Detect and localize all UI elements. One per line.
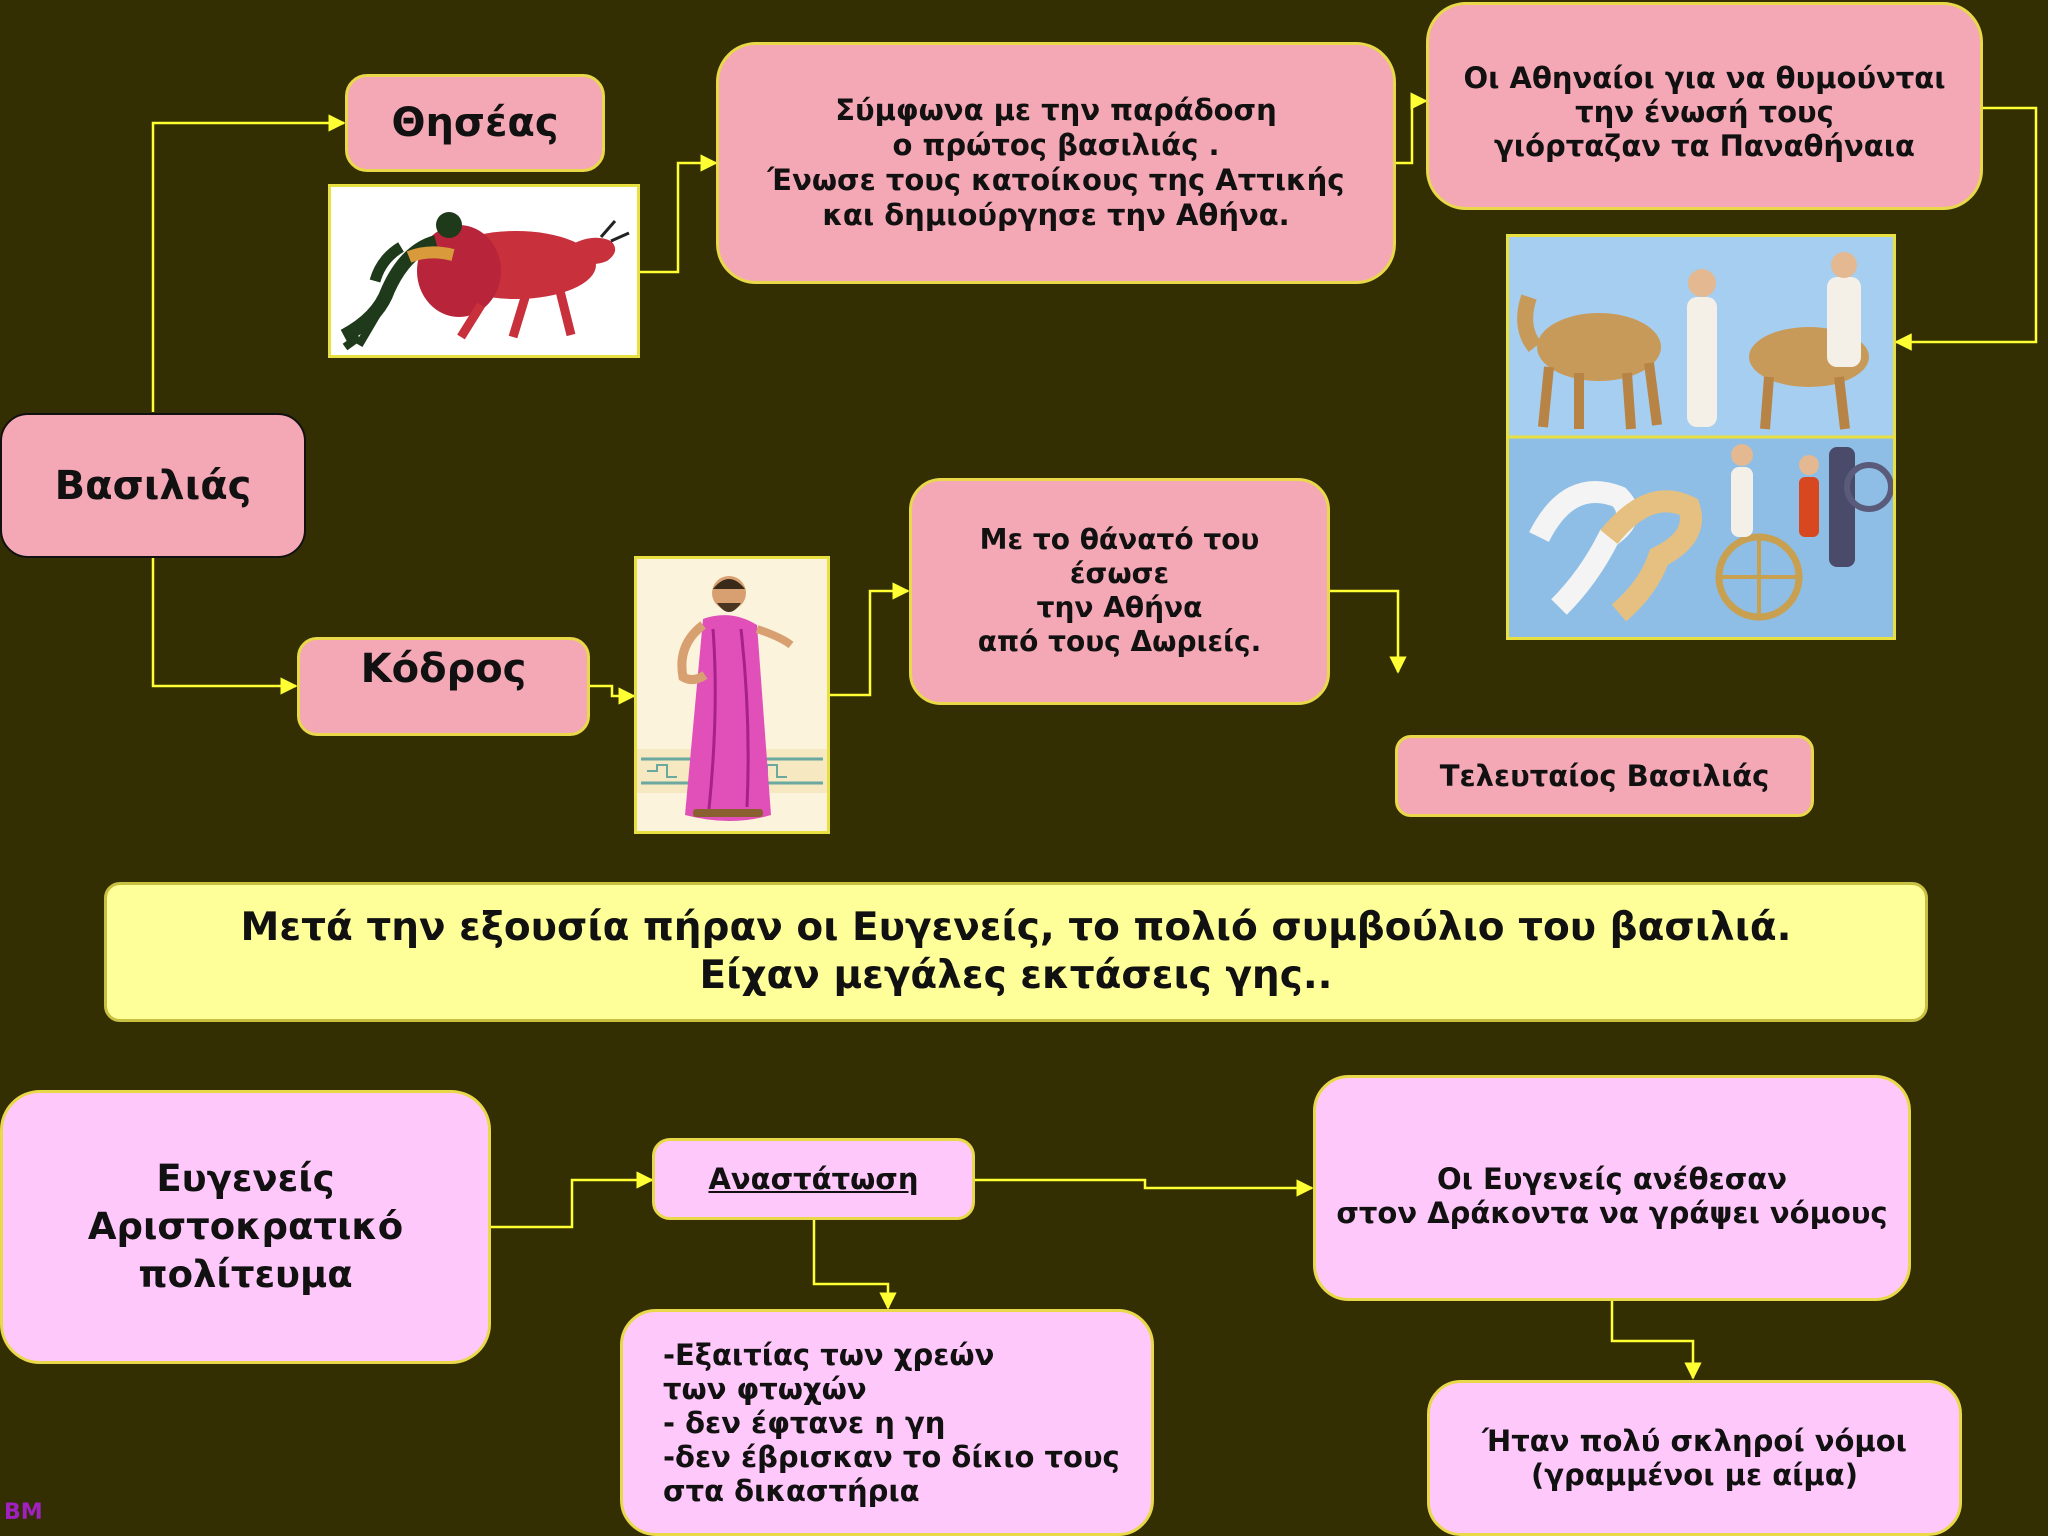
node-anastatosi-label: Αναστάτωση — [708, 1162, 919, 1196]
node-harsh-laws — [1427, 1380, 1962, 1536]
node-panathenaia — [1426, 2, 1983, 210]
node-theseas — [345, 74, 605, 172]
line-kodros-info-last — [1330, 591, 1398, 672]
line-kodros-image — [590, 686, 634, 696]
image-panathenaia-procession — [1506, 234, 1896, 640]
line-vasilias-theseas — [153, 123, 344, 412]
node-theseas-info-text: Σύμφωνα με την παράδοση ο πρώτος βασιλιάς . Ένωσε τους κατοίκους της Αττικής και δημιούργησε την Αθήνα. — [767, 93, 1345, 232]
node-kodros-label: Κόδρος — [360, 646, 527, 692]
node-anastatosi — [652, 1138, 975, 1220]
node-last-king-label: Τελευταίος Βασιλιάς — [1439, 759, 1770, 793]
author-initials: ΒΜ — [4, 1500, 43, 1525]
node-theseas-info — [716, 42, 1396, 284]
node-eugeneis-text: Ευγενείς Αριστοκρατικό πολίτευμα — [87, 1157, 404, 1296]
node-harsh-laws-text: Ήταν πολύ σκληροί νόμοι (γραμμένοι με αίμα) — [1482, 1424, 1907, 1492]
line-anastatosi-reasons — [814, 1219, 888, 1308]
node-theseas-label: Θησέας — [391, 100, 559, 146]
image-theseus-bull — [328, 184, 640, 358]
node-kodros-info — [909, 478, 1330, 705]
line-anastatosi-drakon — [975, 1180, 1312, 1188]
banner-eugeneis — [104, 882, 1928, 1022]
banner-eugeneis-text: Μετά την εξουσία πήραν οι Ευγενείς, το πολιό συμβούλιο του βασιλιά. Είχαν μεγάλες εκτάσεις γης.. — [240, 905, 1792, 998]
node-last-king — [1395, 735, 1814, 817]
node-drakon — [1313, 1075, 1911, 1301]
node-reasons — [620, 1309, 1154, 1536]
line-vasilias-kodros — [153, 558, 296, 686]
node-drakon-text: Οι Ευγενείς ανέθεσαν στον Δράκοντα να γράψει νόμους — [1336, 1162, 1888, 1230]
node-vasilias — [0, 413, 306, 558]
node-kodros-info-text: Με το θάνατό του έσωσε την Αθήνα από τους Δωριείς. — [977, 523, 1262, 658]
node-panathenaia-text: Οι Αθηναίοι για να θυμούνται την ένωσή τους γιόρταζαν τα Παναθήναια — [1463, 61, 1946, 163]
line-eugeneis-anastatosi — [491, 1180, 652, 1227]
line-info-panathenaia — [1396, 101, 1426, 163]
node-kodros — [297, 637, 590, 736]
line-drakon-laws — [1612, 1300, 1693, 1378]
node-eugeneis — [0, 1090, 491, 1364]
node-vasilias-label: Βασιλιάς — [54, 462, 252, 509]
line-theseas-info — [640, 163, 716, 272]
line-image-kodros-info — [830, 591, 908, 695]
image-kodros — [634, 556, 830, 834]
node-reasons-text: -Εξαιτίας των χρεών των φτωχών - δεν έφτανε η γη -δεν έβρισκαν το δίκιο τους στα δικαστήρια — [663, 1337, 1120, 1508]
